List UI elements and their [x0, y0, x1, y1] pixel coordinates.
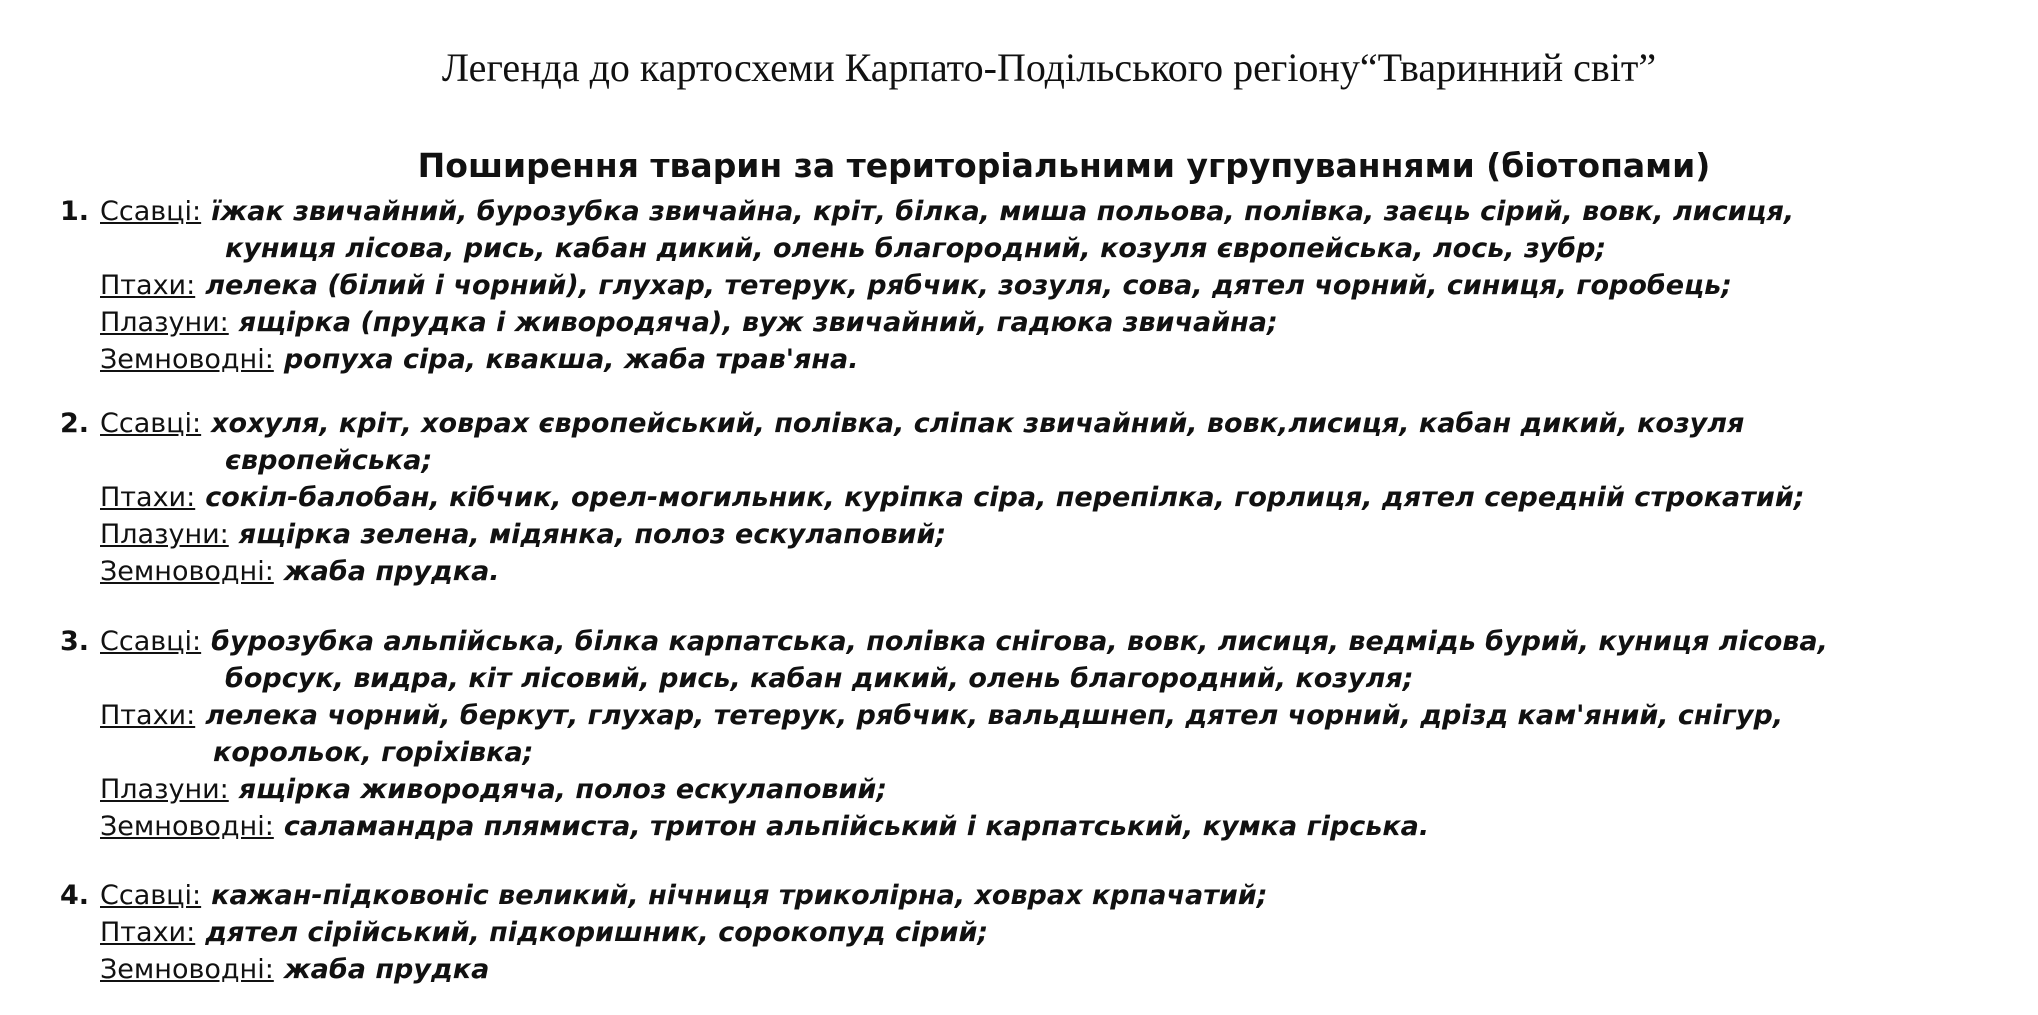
mammals-line-continued [60, 230, 2020, 267]
mammals-label: Ссавці: [100, 196, 202, 227]
mammals-line-continued [60, 660, 2020, 697]
amphibians-label: Земноводні: [100, 556, 274, 587]
mammals-list-continued: куниця лісова, рись, кабан дикий, олень благородний, козуля європейська, лось, зубр; [225, 233, 1607, 264]
amphibians-line [60, 951, 2020, 988]
birds-list: лелека (білий і чорний), глухар, тетерук, рябчик, зозуля, сова, дятел чорний, синиця, горобець; [205, 270, 1732, 301]
reptiles-line [60, 516, 2020, 553]
mammals-list: хохуля, кріт, ховрах європейський, полівка, сліпак звичайний, вовк,лисиця, кабан дикий, козуля [211, 408, 1745, 439]
amphibians-list: ропуха сіра, квакша, жаба трав'яна. [283, 344, 859, 375]
amphibians-label: Земноводні: [100, 811, 274, 842]
mammals-line-continued [60, 442, 2020, 479]
reptiles-label: Плазуни: [100, 307, 229, 338]
amphibians-line [60, 553, 2020, 590]
mammals-list-continued: борсук, видра, кіт лісовий, рись, кабан дикий, олень благородний, козуля; [225, 663, 1414, 694]
reptiles-list: ящірка живородяча, полоз ескулаповий; [238, 774, 888, 805]
mammals-line [60, 877, 2020, 914]
legend-group-1 [60, 193, 2020, 378]
amphibians-line [60, 341, 2020, 378]
mammals-list-continued: європейська; [225, 445, 433, 476]
amphibians-line [60, 808, 2020, 845]
reptiles-list: ящірка зелена, мідянка, полоз ескулаповий; [238, 519, 947, 550]
birds-label: Птахи: [100, 482, 196, 513]
mammals-label: Ссавці: [100, 880, 202, 911]
amphibians-label: Земноводні: [100, 954, 274, 985]
birds-line-continued [60, 734, 2020, 771]
legend-group-3 [60, 623, 2020, 845]
birds-line [60, 267, 2020, 304]
birds-line [60, 697, 2020, 734]
group-number: 4. [60, 880, 90, 911]
legend-group-4 [60, 877, 2020, 988]
amphibians-list: жаба прудка. [283, 556, 500, 587]
amphibians-list: жаба прудка [283, 954, 490, 985]
mammals-label: Ссавці: [100, 626, 202, 657]
birds-label: Птахи: [100, 917, 196, 948]
mammals-line [60, 623, 2020, 660]
section-subtitle: Поширення тварин за територіальними угрупуваннями (біотопами) [417, 146, 1711, 185]
mammals-list: їжак звичайний, бурозубка звичайна, кріт, білка, миша польова, полівка, заєць сірий, вовк, лисиця, [211, 196, 1795, 227]
legend-group-2 [60, 405, 2020, 590]
birds-line [60, 479, 2020, 516]
mammals-line [60, 193, 2020, 230]
birds-list-continued: корольок, горіхівка; [213, 737, 534, 768]
amphibians-list: саламандра плямиста, тритон альпійський і карпатський, кумка гірська. [283, 811, 1430, 842]
group-number: 3. [60, 626, 90, 657]
birds-list: сокіл-балобан, кібчик, орел-могильник, курiпка сіра, перепілка, горлиця, дятел середній строкатий; [205, 482, 1805, 513]
birds-line [60, 914, 2020, 951]
birds-label: Птахи: [100, 270, 196, 301]
mammals-list: бурозубка альпійська, білка карпатська, полівка снігова, вовк, лисиця, ведмідь бурий, куниця лісова, [211, 626, 1828, 657]
birds-label: Птахи: [100, 700, 196, 731]
amphibians-label: Земноводні: [100, 344, 274, 375]
mammals-list: кажан-підковоніс великий, нічниця триколірна, ховрах крпачатий; [211, 880, 1268, 911]
birds-list: дятел сірійський, підкоришник, сорокопуд сірий; [205, 917, 989, 948]
legend-title: Легенда до картосхеми Карпато-Подільського регіону“Тваринний світ” [441, 45, 1657, 90]
reptiles-list: ящірка (прудка і живородяча), вуж звичайний, гадюка звичайна; [238, 307, 1278, 338]
group-number: 2. [60, 408, 90, 439]
mammals-line [60, 405, 2020, 442]
birds-list: лелека чорний, беркут, глухар, тетерук, рябчик, вальдшнеп, дятел чорний, дрізд кам'яний, снігур, [205, 700, 1784, 731]
reptiles-line [60, 771, 2020, 808]
reptiles-label: Плазуни: [100, 519, 229, 550]
group-number: 1. [60, 196, 90, 227]
reptiles-line [60, 304, 2020, 341]
mammals-label: Ссавці: [100, 408, 202, 439]
reptiles-label: Плазуни: [100, 774, 229, 805]
